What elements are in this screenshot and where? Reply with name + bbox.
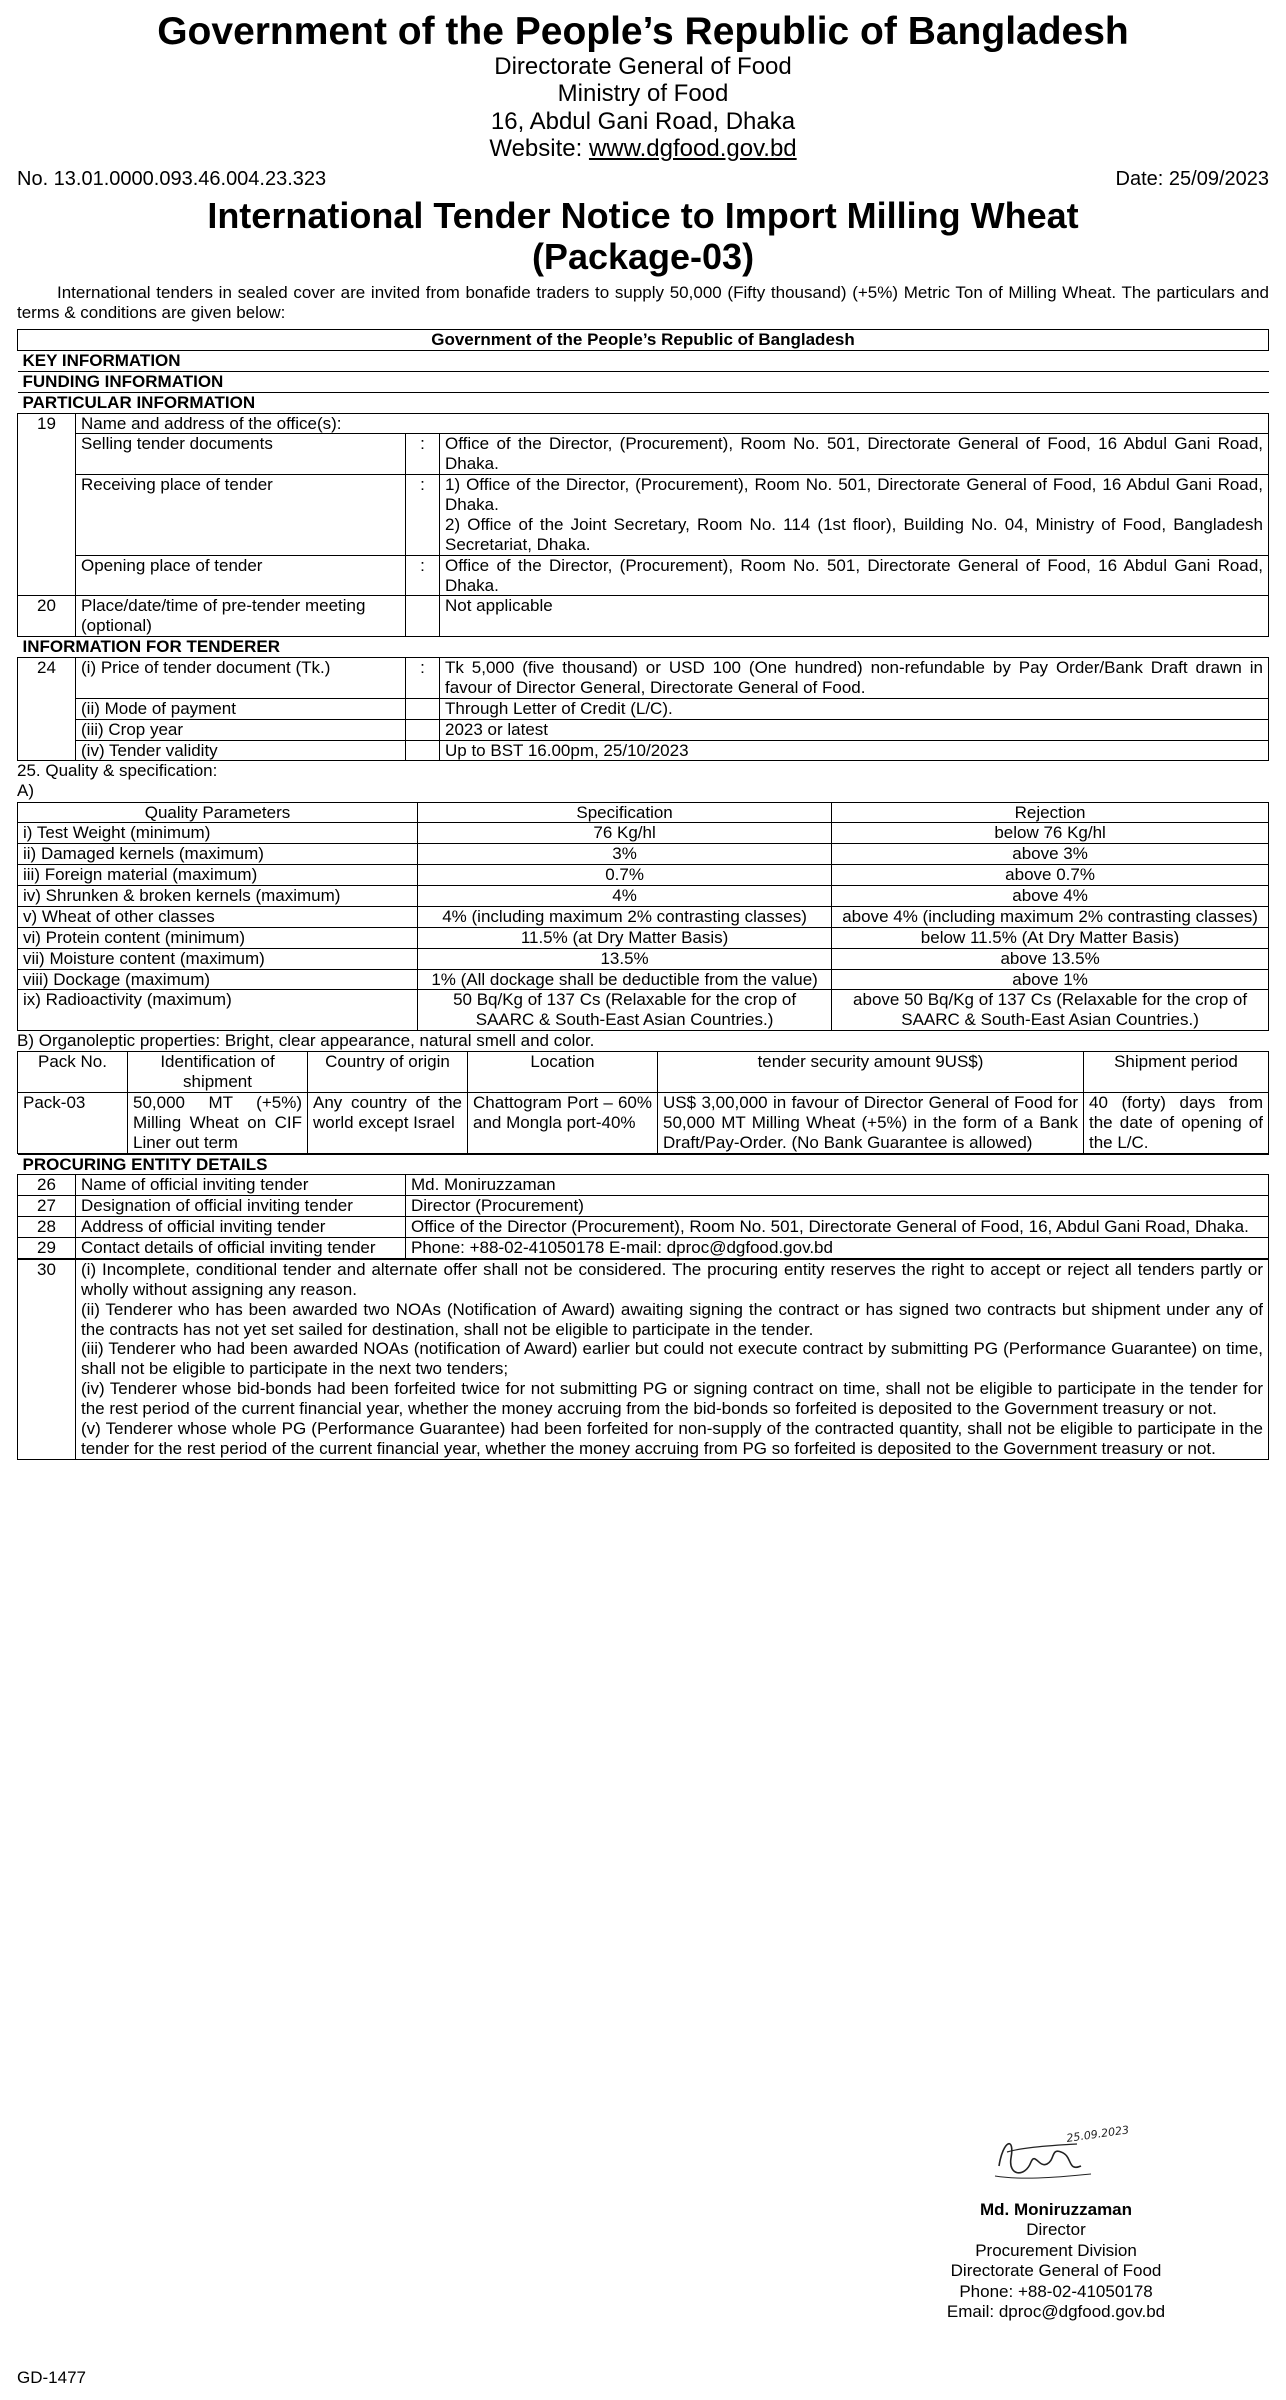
website-label: Website: bbox=[489, 135, 583, 163]
row-label: (iii) Crop year bbox=[76, 719, 406, 740]
quality-specification: 11.5% (at Dry Matter Basis) bbox=[418, 927, 832, 948]
table-row bbox=[18, 1238, 1269, 1259]
row-colon: : bbox=[406, 658, 440, 699]
table-row bbox=[18, 1175, 1269, 1196]
particulars-table bbox=[17, 329, 1269, 761]
quality-rejection: above 50 Bq/Kg of 137 Cs (Relaxable for the crop of SAARC & South-East Asian Countries.) bbox=[832, 990, 1269, 1031]
tender-security: US$ 3,00,000 in favour of Director General of Food for 50,000 MT Milling Wheat (+5%) in the form of a Bank Draft/Pay-Order. (No Bank Guarantee is allowed) bbox=[658, 1092, 1084, 1153]
quality-parameter: i) Test Weight (minimum) bbox=[18, 823, 418, 844]
table-header: Government of the People’s Republic of Bangladesh bbox=[18, 330, 1269, 351]
quality-row bbox=[18, 886, 1269, 907]
quality-row bbox=[18, 906, 1269, 927]
package-row bbox=[18, 1092, 1269, 1153]
website-link[interactable]: www.dgfood.gov.bd bbox=[588, 135, 797, 163]
quality-row bbox=[18, 927, 1269, 948]
row-label: Place/date/time of pre-tender meeting (optional) bbox=[76, 596, 406, 637]
quality-specification: 4% bbox=[418, 886, 832, 907]
reference-row bbox=[17, 168, 1269, 192]
pack-number: Pack-03 bbox=[18, 1092, 128, 1153]
memo-number: No. 13.01.0000.093.46.004.23.323 bbox=[17, 168, 327, 191]
quality-parameter: ix) Radioactivity (maximum) bbox=[18, 990, 418, 1031]
quality-specification: 4% (including maximum 2% contrasting classes) bbox=[418, 906, 832, 927]
table-row bbox=[18, 1217, 1269, 1238]
quality-rejection: below 76 Kg/hl bbox=[832, 823, 1269, 844]
section-title: PROCURING ENTITY DETAILS bbox=[18, 1154, 1269, 1175]
section-funding-information bbox=[18, 371, 1269, 392]
row-number: 19 bbox=[18, 413, 76, 596]
quality-row bbox=[18, 823, 1269, 844]
row-colon: : bbox=[406, 555, 440, 596]
row-value bbox=[440, 475, 1269, 556]
country-of-origin: Any country of the world except Israel bbox=[308, 1092, 468, 1153]
quality-specification: 76 Kg/hl bbox=[418, 823, 832, 844]
signatory-office: Directorate General of Food bbox=[950, 2261, 1162, 2281]
row-value: Office of the Director, (Procurement), Room No. 501, Directorate General of Food, 16 Abdul Gani Road, Dhaka. bbox=[440, 434, 1269, 475]
signatory-phone: Phone: +88-02-41050178 bbox=[959, 2281, 1153, 2301]
row-number: 27 bbox=[18, 1196, 76, 1217]
section-particular-information bbox=[18, 392, 1269, 413]
table-row bbox=[18, 475, 1269, 556]
quality-parameter: iii) Foreign material (maximum) bbox=[18, 865, 418, 886]
office-address: 16, Abdul Gani Road, Dhaka bbox=[490, 107, 796, 135]
quality-parameter: vi) Protein content (minimum) bbox=[18, 927, 418, 948]
quality-header-row bbox=[18, 802, 1269, 823]
table-row bbox=[18, 740, 1269, 761]
quality-row bbox=[18, 948, 1269, 969]
section-title: INFORMATION FOR TENDERER bbox=[18, 637, 1269, 658]
column-header: Shipment period bbox=[1084, 1052, 1269, 1093]
row-label: Name of official inviting tender bbox=[76, 1175, 406, 1196]
row-label: (i) Price of tender document (Tk.) bbox=[76, 658, 406, 699]
conditions-table bbox=[17, 1259, 1269, 1460]
notice-title bbox=[17, 196, 1269, 277]
conditions-text bbox=[76, 1259, 1269, 1459]
column-header: Pack No. bbox=[18, 1052, 128, 1093]
table-row bbox=[18, 596, 1269, 637]
row-label: Opening place of tender bbox=[76, 555, 406, 596]
quality-parameter: ii) Damaged kernels (maximum) bbox=[18, 844, 418, 865]
section-information-for-tenderer bbox=[18, 637, 1269, 658]
row-value bbox=[406, 1238, 1269, 1259]
table-row bbox=[18, 719, 1269, 740]
row-colon bbox=[406, 698, 440, 719]
section-title: KEY INFORMATION bbox=[18, 350, 1269, 371]
row-value: 2023 or latest bbox=[440, 719, 1269, 740]
row-label: Receiving place of tender bbox=[76, 475, 406, 556]
memo-date: Date: 25/09/2023 bbox=[1115, 168, 1269, 191]
row-colon bbox=[406, 596, 440, 637]
quality-specification: 50 Bq/Kg of 137 Cs (Relaxable for the crop of SAARC & South-East Asian Countries.) bbox=[418, 990, 832, 1031]
quality-rejection: above 0.7% bbox=[832, 865, 1269, 886]
table-row bbox=[18, 413, 1269, 434]
table-row bbox=[18, 1259, 1269, 1459]
contact-email-link[interactable]: dproc@dgfood.gov.bd bbox=[666, 1238, 833, 1258]
quality-parameter: v) Wheat of other classes bbox=[18, 906, 418, 927]
email-label: Email: bbox=[946, 2301, 995, 2321]
row-value: Director (Procurement) bbox=[406, 1196, 1269, 1217]
condition-item: (ii) Tenderer who has been awarded two NOAs (Notification of Award) awaiting signing the contract or has signed two contracts but shipment under any of the contracts has not yet set sailed for destination, shall not be eligible to participate in the tender. bbox=[81, 1299, 1263, 1339]
row-value: Office of the Director (Procurement), Room No. 501, Directorate General of Food, 16, Abdul Gani Road, Dhaka. bbox=[406, 1217, 1269, 1238]
column-header: Identification of shipment bbox=[128, 1052, 308, 1093]
column-header: Rejection bbox=[832, 802, 1269, 823]
row-colon bbox=[406, 740, 440, 761]
row-number: 20 bbox=[18, 596, 76, 637]
notice-title-line1: International Tender Notice to Import Milling Wheat bbox=[207, 194, 1079, 236]
row-value: Through Letter of Credit (L/C). bbox=[440, 698, 1269, 719]
column-header: Specification bbox=[418, 802, 832, 823]
contact-phone: Phone: +88-02-41050178 E-mail: bbox=[411, 1238, 662, 1258]
condition-item: (iii) Tenderer who had been awarded NOAs (notification of Award) earlier but could not execute contract by submitting PG (Performance Guarantee) on time, shall not be eligible to participate in the next two tenders; bbox=[81, 1339, 1263, 1379]
row-number: 24 bbox=[18, 658, 76, 761]
package-header-row bbox=[18, 1052, 1269, 1093]
package-table bbox=[17, 1051, 1269, 1153]
table-header-row bbox=[18, 330, 1269, 351]
website-line bbox=[17, 135, 1269, 162]
table-row bbox=[18, 555, 1269, 596]
signatory-designation: Director bbox=[1026, 2220, 1086, 2240]
row-number: 28 bbox=[18, 1217, 76, 1238]
condition-item: (i) Incomplete, conditional tender and alternate offer shall not be considered. The procuring entity reserves the right to accept or reject all tenders partly or wholly without assigning any reason. bbox=[81, 1259, 1263, 1299]
row-colon bbox=[406, 719, 440, 740]
gd-code: GD-1477 bbox=[17, 2368, 86, 2387]
quality-row bbox=[18, 990, 1269, 1031]
quality-rejection: above 13.5% bbox=[832, 948, 1269, 969]
condition-item: (v) Tenderer whose whole PG (Performance Guarantee) had been forfeited for non-supply of the contracted quantity, shall not be eligible to participate in the tender for the rest period of the current financial year, whether the money accruing from PG so forfeited is deposited to the Government treasury or not. bbox=[81, 1418, 1263, 1458]
row-value: Office of the Director, (Procurement), Room No. 501, Directorate General of Food, 16 Abdul Gani Road, Dhaka. bbox=[440, 555, 1269, 596]
intro-paragraph: International tenders in sealed cover are invited from bonafide traders to supply 50,000 (Fifty thousand) (+5%) Metric Ton of Milling Wheat. The particulars and terms & conditions are given below: bbox=[17, 283, 1269, 323]
letterhead bbox=[17, 12, 1269, 162]
quality-rejection: above 3% bbox=[832, 844, 1269, 865]
quality-parameter: iv) Shrunken & broken kernels (maximum) bbox=[18, 886, 418, 907]
table-row bbox=[18, 698, 1269, 719]
quality-parameter: viii) Dockage (maximum) bbox=[18, 969, 418, 990]
row-label: Contact details of official inviting tender bbox=[76, 1238, 406, 1259]
row-label: Selling tender documents bbox=[76, 434, 406, 475]
quality-specification: 0.7% bbox=[418, 865, 832, 886]
table-row bbox=[18, 1196, 1269, 1217]
row-colon: : bbox=[406, 475, 440, 556]
signatory-email-link[interactable]: dproc@dgfood.gov.bd bbox=[998, 2301, 1166, 2321]
column-header: Country of origin bbox=[308, 1052, 468, 1093]
ministry-name: Ministry of Food bbox=[557, 80, 729, 108]
row-value: Not applicable bbox=[440, 596, 1269, 637]
quality-rejection: above 4% (including maximum 2% contrasting classes) bbox=[832, 906, 1269, 927]
notice-title-line2: (Package-03) bbox=[531, 235, 755, 277]
row-value: Md. Moniruzzaman bbox=[406, 1175, 1269, 1196]
column-header: tender security amount 9US$) bbox=[658, 1052, 1084, 1093]
signature-block bbox=[926, 2118, 1186, 2322]
row-label: Address of official inviting tender bbox=[76, 1217, 406, 1238]
section-procuring-entity-details bbox=[18, 1154, 1269, 1175]
row-number: 30 bbox=[18, 1259, 76, 1459]
procuring-entity-table bbox=[17, 1154, 1269, 1259]
receiving-place-1: 1) Office of the Director, (Procurement), Room No. 501, Directorate General of Food, 16 Abdul Gani Road, Dhaka. bbox=[445, 475, 1263, 515]
quality-specification: 3% bbox=[418, 844, 832, 865]
section-title: PARTICULAR INFORMATION bbox=[18, 392, 1269, 413]
signatory-name: Md. Moniruzzaman bbox=[979, 2200, 1133, 2219]
column-header: Location bbox=[468, 1052, 658, 1093]
condition-item: (iv) Tenderer whose bid-bonds had been forfeited twice for not submitting PG or signing contract on time, shall not be eligible to participate in the tender for the rest period of the current financial year, whether the money accruing from the bid-bonds so forfeited is deposited to the Government treasury or not. bbox=[81, 1379, 1263, 1419]
row-label: Designation of official inviting tender bbox=[76, 1196, 406, 1217]
row-label: (ii) Mode of payment bbox=[76, 698, 406, 719]
row-label: Name and address of the office(s): bbox=[76, 413, 1269, 434]
quality-row bbox=[18, 844, 1269, 865]
quality-row bbox=[18, 969, 1269, 990]
row-number: 26 bbox=[18, 1175, 76, 1196]
row-value: Tk 5,000 (five thousand) or USD 100 (One hundred) non-refundable by Pay Order/Bank Draft drawn in favour of Director General, Directorate General of Food. bbox=[440, 658, 1269, 699]
quality-rejection: below 11.5% (At Dry Matter Basis) bbox=[832, 927, 1269, 948]
signature-date: 25.09.2023 bbox=[1065, 2123, 1130, 2145]
signatory-email-line bbox=[926, 2302, 1186, 2322]
government-title: Government of the People’s Republic of Bangladesh bbox=[157, 10, 1129, 53]
row-colon: : bbox=[406, 434, 440, 475]
handwritten-signature bbox=[981, 2118, 1131, 2198]
quality-specification: 13.5% bbox=[418, 948, 832, 969]
table-row bbox=[18, 658, 1269, 699]
quality-heading: 25. Quality & specification: bbox=[17, 761, 218, 781]
directorate-name: Directorate General of Food bbox=[494, 52, 792, 80]
quality-table bbox=[17, 802, 1269, 1032]
organoleptic-properties: B) Organoleptic properties: Bright, clear appearance, natural smell and color. bbox=[17, 1031, 595, 1051]
row-number: 29 bbox=[18, 1238, 76, 1259]
table-row bbox=[18, 434, 1269, 475]
section-key-information bbox=[18, 350, 1269, 371]
quality-parameter: vii) Moisture content (maximum) bbox=[18, 948, 418, 969]
receiving-place-2: 2) Office of the Joint Secretary, Room No. 114 (1st floor), Building No. 04, Ministry of Food, Bangladesh Secretariat, Dhaka. bbox=[445, 514, 1263, 554]
quality-rejection: above 1% bbox=[832, 969, 1269, 990]
column-header: Quality Parameters bbox=[18, 802, 418, 823]
quality-row bbox=[18, 865, 1269, 886]
quality-specification: 1% (All dockage shall be deductible from the value) bbox=[418, 969, 832, 990]
quality-rejection: above 4% bbox=[832, 886, 1269, 907]
row-label: (iv) Tender validity bbox=[76, 740, 406, 761]
delivery-location: Chattogram Port – 60% and Mongla port-40% bbox=[468, 1092, 658, 1153]
signatory-division: Procurement Division bbox=[975, 2240, 1137, 2260]
row-value: Up to BST 16.00pm, 25/10/2023 bbox=[440, 740, 1269, 761]
section-title: FUNDING INFORMATION bbox=[18, 371, 1269, 392]
shipment-identification: 50,000 MT (+5%) Milling Wheat on CIF Liner out term bbox=[128, 1092, 308, 1153]
quality-sub-a: A) bbox=[17, 781, 34, 801]
shipment-period: 40 (forty) days from the date of opening of the L/C. bbox=[1084, 1092, 1269, 1153]
